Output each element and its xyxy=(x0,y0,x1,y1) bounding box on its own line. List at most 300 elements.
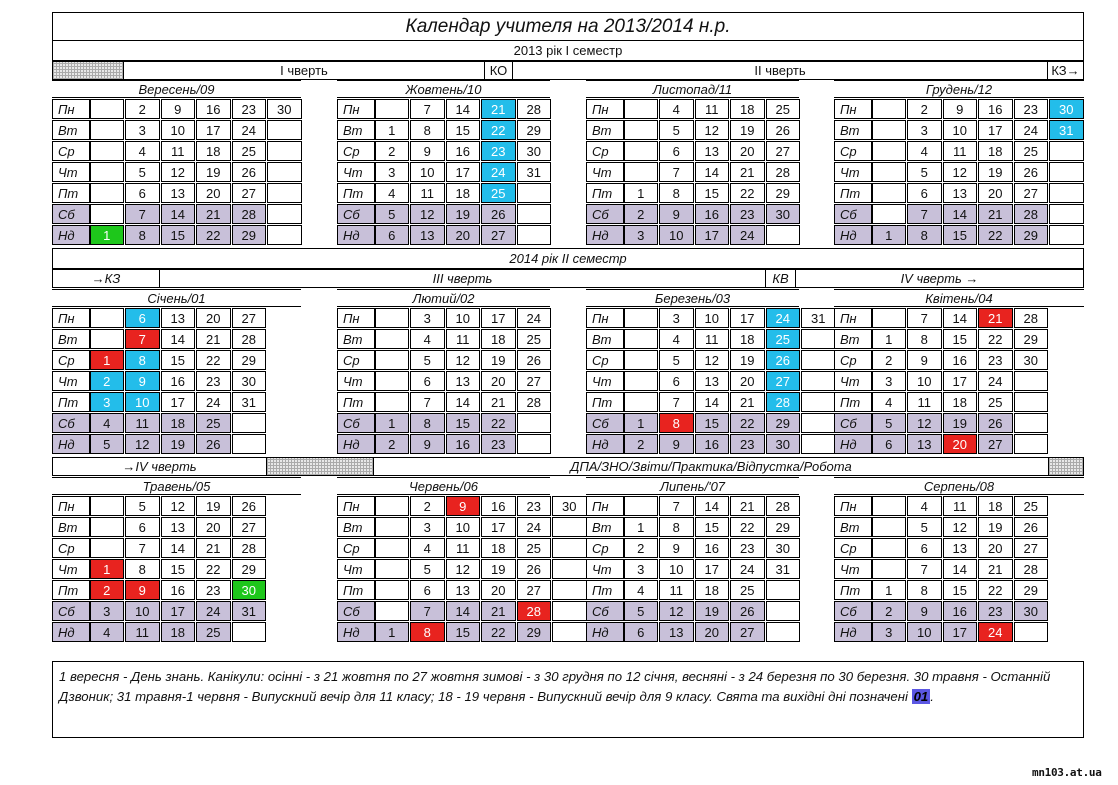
day-cell: 5 xyxy=(125,496,160,516)
day-cell: 21 xyxy=(196,204,231,224)
day-cell: 6 xyxy=(125,183,160,203)
day-cell: 11 xyxy=(161,141,196,161)
empty-cell xyxy=(90,329,125,349)
weekday-label: Ср xyxy=(586,141,624,161)
day-cell: 13 xyxy=(446,580,481,600)
weekday-label: Вт xyxy=(337,120,375,140)
day-cell: 27 xyxy=(517,580,552,600)
day-cell: 2 xyxy=(410,496,445,516)
day-cell: 15 xyxy=(943,580,978,600)
month-header: Липень/'07 xyxy=(586,477,799,495)
day-cell: 24 xyxy=(730,559,765,579)
day-cell: 15 xyxy=(943,329,978,349)
day-cell: 15 xyxy=(161,559,196,579)
weekday-label: Нд xyxy=(834,225,872,245)
empty-cell xyxy=(90,517,125,537)
weekday-label: Сб xyxy=(337,204,375,224)
day-cell: 17 xyxy=(943,371,978,391)
weekday-label: Нд xyxy=(337,622,375,642)
day-cell: 4 xyxy=(907,141,942,161)
day-cell: 29 xyxy=(1014,580,1049,600)
day-cell: 15 xyxy=(695,413,730,433)
month-header: Січень/01 xyxy=(52,289,301,307)
day-cell: 15 xyxy=(161,225,196,245)
day-cell: 18 xyxy=(481,538,516,558)
day-cell: 1 xyxy=(872,225,907,245)
day-cell: 16 xyxy=(695,204,730,224)
day-cell: 15 xyxy=(161,350,196,370)
day-cell: 20 xyxy=(446,225,481,245)
day-cell: 18 xyxy=(161,413,196,433)
day-cell: 13 xyxy=(446,371,481,391)
day-cell: 22 xyxy=(196,225,231,245)
day-cell: 14 xyxy=(695,496,730,516)
day-cell: 25 xyxy=(1014,141,1049,161)
day-cell: 22 xyxy=(481,622,516,642)
empty-cell xyxy=(517,225,552,245)
day-cell: 19 xyxy=(481,350,516,370)
day-cell: 7 xyxy=(659,162,694,182)
day-cell: 4 xyxy=(375,183,410,203)
day-cell: 16 xyxy=(943,350,978,370)
empty-cell xyxy=(872,120,907,140)
day-cell: 4 xyxy=(624,580,659,600)
empty-cell xyxy=(267,120,302,140)
empty-cell xyxy=(624,371,659,391)
empty-cell xyxy=(801,413,836,433)
day-cell: 3 xyxy=(624,225,659,245)
empty-cell xyxy=(267,204,302,224)
day-cell: 9 xyxy=(943,99,978,119)
empty-cell xyxy=(1014,434,1049,454)
day-cell: 12 xyxy=(695,120,730,140)
weekday-label: Нд xyxy=(834,622,872,642)
day-cell: 12 xyxy=(695,350,730,370)
day-cell: 17 xyxy=(978,120,1013,140)
day-cell: 29 xyxy=(766,413,801,433)
weekday-label: Нд xyxy=(834,434,872,454)
day-cell: 28 xyxy=(766,392,801,412)
day-cell: 14 xyxy=(695,162,730,182)
day-cell: 6 xyxy=(125,308,160,328)
day-cell: 16 xyxy=(161,371,196,391)
month-header: Квітень/04 xyxy=(834,289,1084,307)
weekday-label: Чт xyxy=(834,559,872,579)
month-header: Вересень/09 xyxy=(52,80,301,98)
day-cell: 26 xyxy=(1014,162,1049,182)
day-cell: 4 xyxy=(125,141,160,161)
day-cell: 23 xyxy=(730,538,765,558)
day-cell: 27 xyxy=(1014,538,1049,558)
empty-cell xyxy=(801,371,836,391)
day-cell: 1 xyxy=(375,120,410,140)
day-cell: 21 xyxy=(978,559,1013,579)
day-cell: 25 xyxy=(196,413,231,433)
day-cell: 26 xyxy=(232,162,267,182)
day-cell: 21 xyxy=(978,308,1013,328)
day-cell: 1 xyxy=(90,559,125,579)
empty-cell xyxy=(766,601,801,621)
day-cell: 25 xyxy=(196,622,231,642)
day-cell: 18 xyxy=(695,580,730,600)
day-cell: 9 xyxy=(659,204,694,224)
day-cell: 7 xyxy=(125,538,160,558)
day-cell: 28 xyxy=(232,204,267,224)
day-cell: 24 xyxy=(481,162,516,182)
day-cell: 3 xyxy=(872,371,907,391)
day-cell: 24 xyxy=(978,622,1013,642)
day-cell: 28 xyxy=(517,601,552,621)
day-cell: 30 xyxy=(1014,350,1049,370)
day-cell: 13 xyxy=(943,538,978,558)
weekday-label: Вт xyxy=(834,517,872,537)
day-cell: 14 xyxy=(446,99,481,119)
day-cell: 18 xyxy=(730,329,765,349)
day-cell: 15 xyxy=(446,120,481,140)
day-cell: 9 xyxy=(125,371,160,391)
day-cell: 23 xyxy=(481,141,516,161)
empty-cell xyxy=(375,371,410,391)
empty-cell xyxy=(267,225,302,245)
day-cell: 22 xyxy=(978,225,1013,245)
day-cell: 27 xyxy=(481,225,516,245)
weekday-label: Пт xyxy=(586,392,624,412)
day-cell: 17 xyxy=(695,559,730,579)
day-cell: 21 xyxy=(196,538,231,558)
day-cell: 27 xyxy=(517,371,552,391)
day-cell: 24 xyxy=(517,308,552,328)
day-cell: 1 xyxy=(872,329,907,349)
day-cell: 3 xyxy=(410,517,445,537)
day-cell: 22 xyxy=(730,183,765,203)
empty-cell xyxy=(1014,413,1049,433)
day-cell: 2 xyxy=(90,371,125,391)
day-cell: 30 xyxy=(766,434,801,454)
day-cell: 26 xyxy=(517,559,552,579)
day-cell: 16 xyxy=(695,434,730,454)
day-cell: 25 xyxy=(766,329,801,349)
day-cell: 19 xyxy=(943,413,978,433)
day-cell: 27 xyxy=(232,308,267,328)
weekday-label: Вт xyxy=(586,517,624,537)
empty-cell xyxy=(624,99,659,119)
day-cell: 18 xyxy=(161,622,196,642)
empty-cell xyxy=(801,350,836,370)
day-cell: 29 xyxy=(517,120,552,140)
day-cell: 7 xyxy=(410,392,445,412)
weekday-label: Вт xyxy=(337,517,375,537)
day-cell: 9 xyxy=(161,99,196,119)
day-cell: 23 xyxy=(978,601,1013,621)
day-cell: 25 xyxy=(1014,496,1049,516)
weekday-label: Пт xyxy=(52,580,90,600)
day-cell: 23 xyxy=(481,434,516,454)
day-cell: 31 xyxy=(232,601,267,621)
weekday-label: Чт xyxy=(52,559,90,579)
weekday-label: Пт xyxy=(834,392,872,412)
day-cell: 26 xyxy=(766,350,801,370)
kv-label: КВ xyxy=(765,269,796,288)
day-cell: 14 xyxy=(161,329,196,349)
hatch-block xyxy=(52,61,124,80)
empty-cell xyxy=(872,204,907,224)
day-cell: 29 xyxy=(1014,225,1049,245)
day-cell: 22 xyxy=(978,329,1013,349)
day-cell: 12 xyxy=(446,350,481,370)
day-cell: 14 xyxy=(695,392,730,412)
empty-cell xyxy=(552,559,587,579)
day-cell: 24 xyxy=(730,225,765,245)
ko-label: КО xyxy=(484,61,513,80)
day-cell: 8 xyxy=(125,559,160,579)
day-cell: 14 xyxy=(161,204,196,224)
weekday-label: Сб xyxy=(834,601,872,621)
weekday-label: Пт xyxy=(52,183,90,203)
day-cell: 5 xyxy=(872,413,907,433)
day-cell: 28 xyxy=(766,496,801,516)
day-cell: 21 xyxy=(481,601,516,621)
weekday-label: Пн xyxy=(337,308,375,328)
empty-cell xyxy=(375,99,410,119)
month-header: Листопад/11 xyxy=(586,80,799,98)
day-cell: 11 xyxy=(410,183,445,203)
day-cell: 8 xyxy=(659,413,694,433)
day-cell: 6 xyxy=(624,622,659,642)
day-cell: 16 xyxy=(943,601,978,621)
weekday-label: Сб xyxy=(52,204,90,224)
day-cell: 9 xyxy=(410,434,445,454)
day-cell: 31 xyxy=(1049,120,1084,140)
weekday-label: Вт xyxy=(586,329,624,349)
day-cell: 6 xyxy=(410,371,445,391)
day-cell: 20 xyxy=(196,308,231,328)
day-cell: 18 xyxy=(730,99,765,119)
empty-cell xyxy=(1014,392,1049,412)
day-cell: 27 xyxy=(1014,183,1049,203)
day-cell: 10 xyxy=(410,162,445,182)
day-cell: 9 xyxy=(659,434,694,454)
day-cell: 13 xyxy=(695,371,730,391)
day-cell: 7 xyxy=(907,559,942,579)
day-cell: 4 xyxy=(659,99,694,119)
day-cell: 12 xyxy=(446,559,481,579)
day-cell: 6 xyxy=(659,371,694,391)
day-cell: 11 xyxy=(125,622,160,642)
day-cell: 23 xyxy=(196,580,231,600)
weekday-label: Ср xyxy=(337,350,375,370)
day-cell: 24 xyxy=(1014,120,1049,140)
empty-cell xyxy=(801,329,836,349)
empty-cell xyxy=(267,141,302,161)
day-cell: 28 xyxy=(766,162,801,182)
empty-cell xyxy=(90,162,125,182)
day-cell: 18 xyxy=(978,141,1013,161)
weekday-label: Пт xyxy=(337,183,375,203)
day-cell: 6 xyxy=(907,538,942,558)
weekday-label: Чт xyxy=(586,162,624,182)
day-cell: 20 xyxy=(196,183,231,203)
day-cell: 22 xyxy=(730,517,765,537)
day-cell: 6 xyxy=(375,225,410,245)
day-cell: 4 xyxy=(410,329,445,349)
weekday-label: Ср xyxy=(52,538,90,558)
day-cell: 4 xyxy=(872,392,907,412)
day-cell: 2 xyxy=(90,580,125,600)
weekday-label: Сб xyxy=(337,601,375,621)
day-cell: 16 xyxy=(161,580,196,600)
legend-note xyxy=(52,661,1084,738)
weekday-label: Чт xyxy=(337,559,375,579)
empty-cell xyxy=(872,517,907,537)
empty-cell xyxy=(872,538,907,558)
day-cell: 27 xyxy=(730,622,765,642)
empty-cell xyxy=(872,141,907,161)
day-cell: 29 xyxy=(766,183,801,203)
empty-cell xyxy=(872,559,907,579)
weekday-label: Ср xyxy=(586,538,624,558)
day-cell: 3 xyxy=(659,308,694,328)
weekday-label: Пн xyxy=(834,496,872,516)
day-cell: 10 xyxy=(695,308,730,328)
day-cell: 9 xyxy=(446,496,481,516)
day-cell: 16 xyxy=(978,99,1013,119)
day-cell: 1 xyxy=(375,413,410,433)
day-cell: 8 xyxy=(410,413,445,433)
day-cell: 30 xyxy=(1049,99,1084,119)
day-cell: 11 xyxy=(695,329,730,349)
day-cell: 26 xyxy=(1014,517,1049,537)
day-cell: 22 xyxy=(978,580,1013,600)
empty-cell xyxy=(801,392,836,412)
empty-cell xyxy=(90,183,125,203)
weekday-label: Нд xyxy=(586,434,624,454)
day-cell: 20 xyxy=(481,371,516,391)
day-cell: 28 xyxy=(517,392,552,412)
weekday-label: Нд xyxy=(52,622,90,642)
weekday-label: Чт xyxy=(337,371,375,391)
day-cell: 7 xyxy=(907,308,942,328)
day-cell: 19 xyxy=(161,434,196,454)
day-cell: 22 xyxy=(730,413,765,433)
day-cell: 15 xyxy=(695,183,730,203)
day-cell: 3 xyxy=(624,559,659,579)
day-cell: 27 xyxy=(232,183,267,203)
empty-cell xyxy=(1049,225,1084,245)
empty-cell xyxy=(375,517,410,537)
day-cell: 21 xyxy=(196,329,231,349)
day-cell: 28 xyxy=(232,329,267,349)
day-cell: 12 xyxy=(943,517,978,537)
day-cell: 2 xyxy=(872,601,907,621)
day-cell: 21 xyxy=(481,99,516,119)
day-cell: 24 xyxy=(766,308,801,328)
empty-cell xyxy=(552,538,587,558)
day-cell: 2 xyxy=(125,99,160,119)
calendar-title: Календар учителя на 2013/2014 н.р. xyxy=(52,12,1084,41)
day-cell: 3 xyxy=(90,601,125,621)
day-cell: 20 xyxy=(695,622,730,642)
day-cell: 20 xyxy=(730,141,765,161)
day-cell: 5 xyxy=(907,517,942,537)
day-cell: 12 xyxy=(125,434,160,454)
day-cell: 8 xyxy=(907,329,942,349)
weekday-label: Пн xyxy=(834,308,872,328)
empty-cell xyxy=(375,350,410,370)
empty-cell xyxy=(1049,141,1084,161)
day-cell: 30 xyxy=(232,580,267,600)
empty-cell xyxy=(232,622,267,642)
day-cell: 2 xyxy=(907,99,942,119)
day-cell: 18 xyxy=(943,392,978,412)
day-cell: 23 xyxy=(196,371,231,391)
empty-cell xyxy=(267,183,302,203)
day-cell: 17 xyxy=(161,601,196,621)
weekday-label: Пн xyxy=(586,496,624,516)
day-cell: 1 xyxy=(90,225,125,245)
day-cell: 25 xyxy=(481,183,516,203)
day-cell: 18 xyxy=(978,496,1013,516)
day-cell: 6 xyxy=(410,580,445,600)
day-cell: 9 xyxy=(907,601,942,621)
day-cell: 10 xyxy=(161,120,196,140)
day-cell: 4 xyxy=(907,496,942,516)
day-cell: 24 xyxy=(978,371,1013,391)
day-cell: 30 xyxy=(552,496,587,516)
day-cell: 28 xyxy=(232,538,267,558)
quarter-3-label: ІІІ чверть xyxy=(159,269,766,288)
day-cell: 23 xyxy=(730,204,765,224)
day-cell: 3 xyxy=(90,392,125,412)
day-cell: 4 xyxy=(659,329,694,349)
empty-cell xyxy=(801,434,836,454)
day-cell: 12 xyxy=(161,162,196,182)
weekday-label: Чт xyxy=(337,162,375,182)
quarter-4-continue-label: →ІV чверть xyxy=(52,457,267,476)
day-cell: 19 xyxy=(978,517,1013,537)
day-cell: 20 xyxy=(730,371,765,391)
day-cell: 26 xyxy=(481,204,516,224)
watermark: mn103.at.ua xyxy=(1032,766,1102,779)
day-cell: 12 xyxy=(907,413,942,433)
day-cell: 27 xyxy=(232,517,267,537)
day-cell: 3 xyxy=(125,120,160,140)
day-cell: 2 xyxy=(375,141,410,161)
empty-cell xyxy=(375,601,410,621)
empty-cell xyxy=(375,580,410,600)
day-cell: 5 xyxy=(410,559,445,579)
day-cell: 25 xyxy=(730,580,765,600)
weekday-label: Сб xyxy=(586,204,624,224)
day-cell: 26 xyxy=(232,496,267,516)
day-cell: 3 xyxy=(907,120,942,140)
empty-cell xyxy=(90,99,125,119)
day-cell: 26 xyxy=(978,413,1013,433)
day-cell: 1 xyxy=(90,350,125,370)
day-cell: 16 xyxy=(446,141,481,161)
weekday-label: Нд xyxy=(586,622,624,642)
day-cell: 11 xyxy=(125,413,160,433)
day-cell: 13 xyxy=(161,308,196,328)
day-cell: 19 xyxy=(730,350,765,370)
weekday-label: Чт xyxy=(52,162,90,182)
day-cell: 19 xyxy=(196,496,231,516)
day-cell: 3 xyxy=(410,308,445,328)
empty-cell xyxy=(1049,162,1084,182)
day-cell: 7 xyxy=(410,99,445,119)
day-cell: 15 xyxy=(695,517,730,537)
day-cell: 22 xyxy=(196,350,231,370)
day-cell: 2 xyxy=(624,538,659,558)
